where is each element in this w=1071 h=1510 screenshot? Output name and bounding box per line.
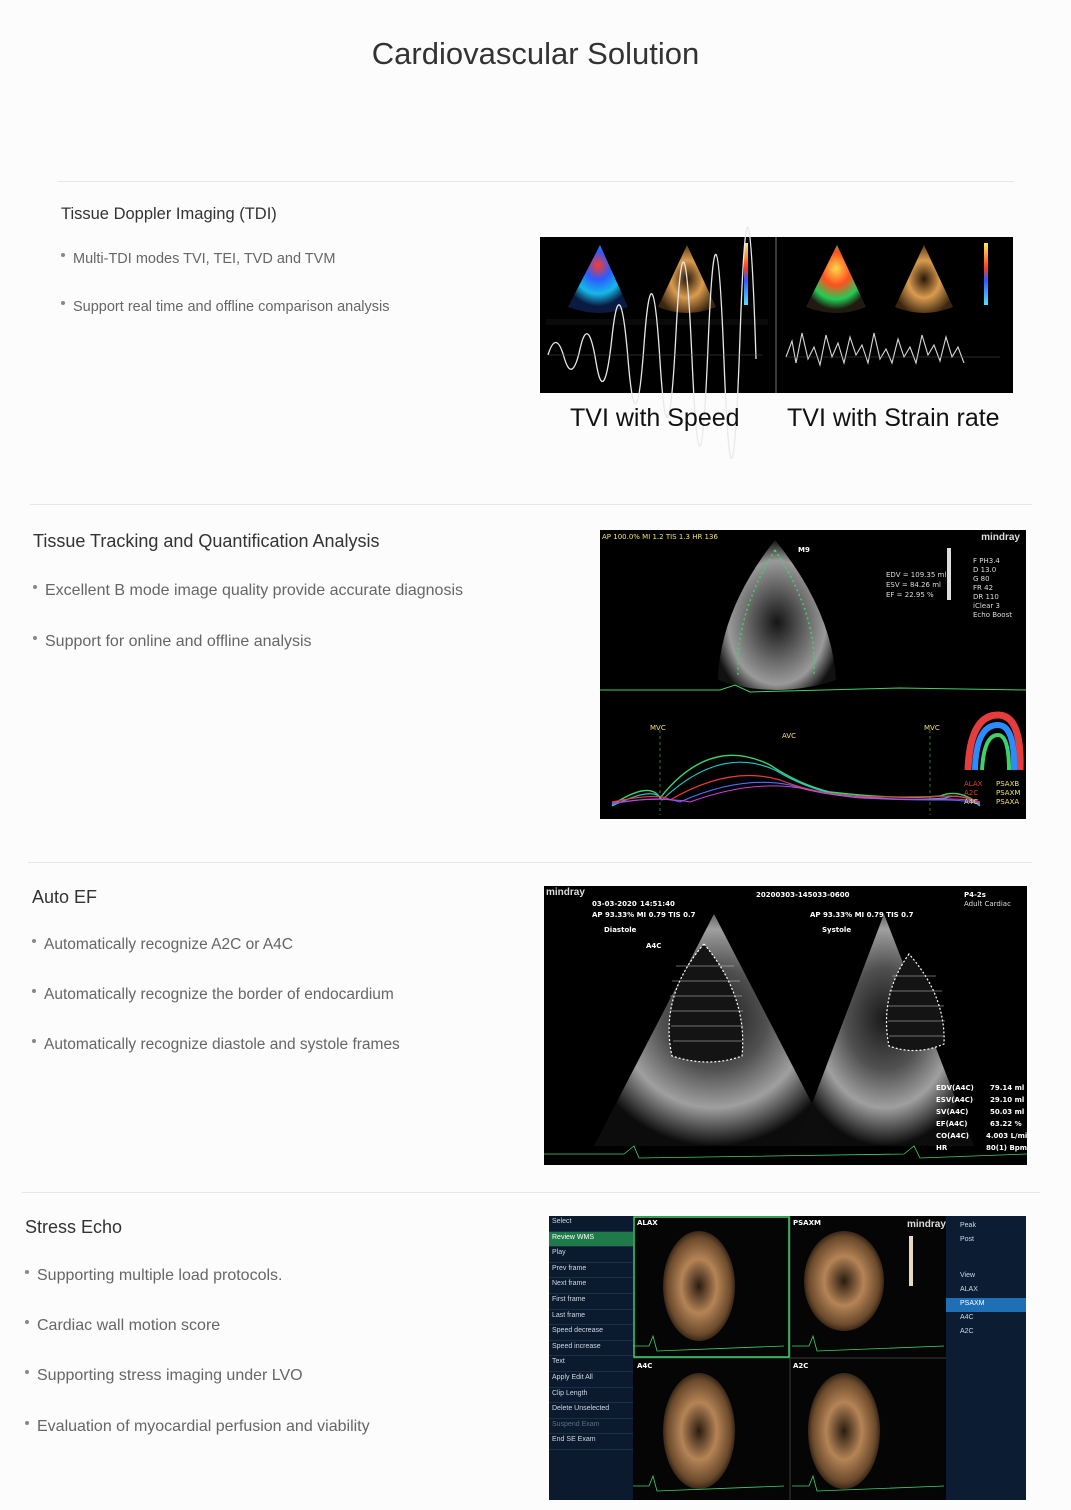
panel-item: View [960,1272,976,1279]
param: D 13.0 [973,566,997,574]
view-label: PSAXB [996,780,1020,788]
bullet: Support real time and offline comparison analysis [61,299,390,315]
stress-echo-image [549,1216,1026,1500]
ef-header-left: AP 93.33% MI 0.79 TIS 0.7 [592,911,696,919]
menu-item: Text [549,1356,633,1372]
menu-item: First frame [549,1294,633,1310]
param: F PH3.4 [973,557,1000,565]
section-divider [57,181,1014,182]
param: FR 42 [973,584,994,592]
section-divider [30,504,1032,505]
bullet-dot-icon [33,585,37,589]
bullet-dot-icon [61,301,65,305]
view-label: ALAX [964,780,983,788]
curve-label: AVC [782,732,797,740]
menu-item: Speed increase [549,1341,633,1357]
panel-item: Post [960,1236,975,1243]
section-title-tdi: Tissue Doppler Imaging (TDI) [61,205,277,223]
tt-header: AP 100.0% MI 1.2 TIS 1.3 HR 136 [602,533,718,541]
param: iClear 3 [973,602,1000,610]
menu-item: Apply Edit All [549,1372,633,1388]
bullet: Automatically recognize the border of endocardium [32,986,394,1004]
tdi-ultrasound-graphic [540,237,1013,393]
bullet: Supporting multiple load protocols. [25,1267,282,1285]
bullet-dot-icon [61,253,65,257]
measure: EF = 22.95 % [886,591,934,599]
page-title: Cardiovascular Solution [371,36,700,71]
view-label: PSAXM [793,1219,821,1227]
view-label: A4C [646,942,662,950]
panel-item: A4C [960,1314,974,1321]
bullet: Automatically recognize A2C or A4C [32,936,293,954]
bullet: Automatically recognize diastole and systole frames [32,1036,400,1054]
view-label: A4C [637,1362,653,1370]
panel-item: Peak [960,1222,976,1229]
bullet-dot-icon [25,1370,29,1374]
bullet-dot-icon [32,989,36,993]
section-title-stress-echo: Stress Echo [25,1217,123,1237]
menu-item: Suspend Exam [549,1419,633,1435]
view-label: A2C [793,1362,809,1370]
tissue-tracking-graphic [600,530,1026,819]
exam-date: 03-03-2020 [592,900,637,908]
bullet: Supporting stress imaging under LVO [25,1367,303,1385]
menu-item: End SE Exam [549,1434,633,1450]
menu-item: Select [549,1216,633,1232]
measure: ESV = 84.26 ml [886,581,941,589]
section-divider [22,1192,1040,1193]
panel-item-selected: PSAXM [946,1298,1026,1312]
curve-label: MVC [924,724,940,732]
panel-item: A2C [960,1328,974,1335]
diastole-label: Diastole [604,926,637,934]
view-label: PSAXM [996,789,1021,797]
bullet: Excellent B mode image quality provide accurate diagnosis [33,582,463,600]
measure: EDV = 109.35 ml [886,571,947,579]
param: G 80 [973,575,990,583]
section-title-auto-ef: Auto EF [32,887,98,907]
brand-logo: mindray [981,532,1020,543]
ef-results: EDV(A4C) 79.14 ml ESV(A4C) 29.10 ml SV(A4C) 50.03 ml EF(A4C) 63.22 % CO(A4C) 4.003 L/min HR 80(1) Bpm [936,1084,1033,1152]
tissue-tracking-image [600,530,1026,819]
tdi-image [540,237,1013,393]
view-label: A2C [964,789,979,797]
bullet-dot-icon [25,1320,29,1324]
view-label: A4C [964,798,979,806]
bullet: Cardiac wall motion score [25,1317,220,1335]
view-label: ALAX [637,1219,658,1227]
stress-echo-view-panel [946,1216,1026,1500]
brand-logo: mindray [907,1219,946,1230]
menu-item: Next frame [549,1278,633,1294]
study-id: 20200303-145033-0600 [756,891,850,899]
bullet-dot-icon [32,1039,36,1043]
bullet-dot-icon [32,939,36,943]
menu-item-active: Review WMS [549,1232,633,1248]
curve-label: MVC [650,724,666,732]
param: Echo Boost [973,611,1012,619]
menu-item: Delete Unselected [549,1403,633,1419]
bullet-dot-icon [33,636,37,640]
caption-tvi-speed: TVI with Speed [570,404,740,432]
menu-item: Speed decrease [549,1325,633,1341]
menu-item: Play [549,1247,633,1263]
systole-label: Systole [822,926,852,934]
menu-item: Last frame [549,1310,633,1326]
preset-label: Adult Cardiac [964,900,1011,908]
bullet: Evaluation of myocardial perfusion and viability [25,1418,370,1436]
section-title-tissue-tracking: Tissue Tracking and Quantification Analysis [33,531,380,551]
bullet: Multi-TDI modes TVI, TEI, TVD and TVM [61,251,335,267]
param: DR 110 [973,593,999,601]
caption-tvi-strain-rate: TVI with Strain rate [787,404,1000,432]
panel-item: ALAX [960,1286,978,1293]
probe-label: M9 [798,546,810,554]
probe-label: P4-2s [964,891,986,899]
exam-time: 14:51:40 [640,900,675,908]
bullet-dot-icon [25,1421,29,1425]
bullet: Support for online and offline analysis [33,633,312,651]
auto-ef-image [544,886,1033,1165]
brand-logo: mindray [546,887,585,898]
ef-header-right: AP 93.33% MI 0.79 TIS 0.7 [810,911,914,919]
menu-item: Clip Length [549,1388,633,1404]
bullet-dot-icon [25,1270,29,1274]
view-label: PSAXA [996,798,1020,806]
menu-item: Prev frame [549,1263,633,1279]
section-divider [28,862,1032,863]
